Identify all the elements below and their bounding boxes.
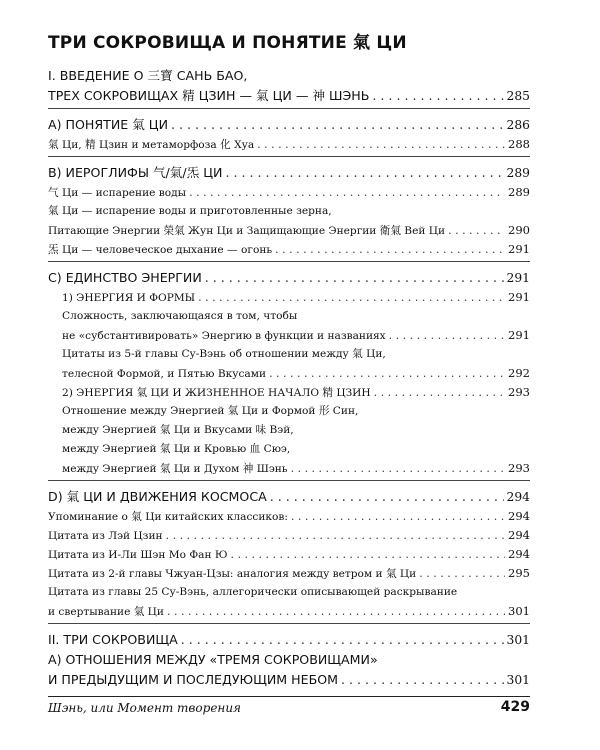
toc-entry	[48, 630, 530, 650]
toc-entry-text: 气 Ци — испарение воды	[48, 187, 187, 199]
toc-entry	[48, 650, 530, 670]
toc-entry-text: между Энергией 氣 Ци и Вкусами 味 Вэй,	[62, 424, 294, 436]
toc-entry-text: C) ЕДИНСТВО ЭНЕРГИИ	[48, 270, 202, 285]
toc-page-number: 291	[506, 271, 530, 285]
dot-leader	[205, 268, 504, 288]
toc-entry	[48, 221, 530, 240]
toc-entry-text: И ПРЕДЫДУЩИМ И ПОСЛЕДУЮЩИМ НЕБОМ	[48, 672, 339, 687]
toc-entry	[48, 402, 530, 421]
toc-entry-text: Цитата из 2-й главы Чжуан-Цзы: аналогия между ветром и 氣 Ци	[48, 568, 417, 580]
toc-entry	[48, 440, 530, 459]
toc-entry	[48, 507, 530, 526]
dot-leader	[372, 86, 503, 106]
toc-entry	[48, 421, 530, 440]
toc-entry	[48, 326, 530, 345]
dot-leader	[198, 289, 505, 307]
toc-entry-text: 2) ЭНЕРГИЯ 氣 ЦИ И ЖИЗНЕННОЕ НАЧАЛО 精 ЦЗИН	[62, 387, 371, 399]
toc-page-number: 293	[508, 461, 530, 475]
toc-entry-text: B) ИЕРОГЛИФЫ 气/氣/炁 ЦИ	[48, 165, 223, 180]
toc-entry-text: D) 氣 ЦИ И ДВИЖЕНИЯ КОСМОСА	[48, 489, 267, 504]
table-of-contents	[48, 66, 530, 690]
footer-rule	[48, 696, 530, 697]
dot-leader	[189, 184, 505, 202]
toc-entry-text: между Энергией 氣 Ци и Духом 神 Шэнь	[62, 463, 288, 475]
toc-page-number: 289	[508, 185, 530, 199]
toc-page-number: 288	[508, 137, 530, 151]
dot-leader	[419, 565, 505, 583]
toc-page-number: 292	[508, 366, 530, 380]
dot-leader	[448, 222, 505, 240]
toc-entry-text: телесной Формой, и Пятью Вкусами	[62, 368, 267, 380]
toc-page-number: 286	[506, 118, 530, 132]
dot-leader	[291, 508, 505, 526]
chapter-title: ТРИ СОКРОВИЩА И ПОНЯТИЕ 氣 ЦИ	[48, 33, 407, 53]
dot-leader	[291, 460, 505, 478]
dot-leader	[167, 603, 505, 621]
dot-leader	[166, 527, 505, 545]
dot-leader	[275, 241, 505, 259]
toc-entry-text: Сложность, заключающаяся в том, чтобы	[62, 310, 298, 322]
dot-leader	[257, 136, 505, 154]
toc-page-number: 285	[506, 89, 530, 103]
toc-entry	[48, 86, 530, 106]
running-footer: Шэнь, или Момент творения	[48, 701, 242, 715]
toc-entry	[48, 163, 530, 183]
toc-entry-text: Упоминание о 氣 Ци китайских классиков:	[48, 511, 288, 523]
toc-entry-text: II. ТРИ СОКРОВИЩА	[48, 632, 178, 647]
toc-page-number: 301	[506, 673, 530, 687]
toc-entry-text: 氣 Ци, 精 Цзин и метаморфоза 化 Хуа	[48, 139, 255, 151]
toc-entry	[48, 602, 530, 621]
toc-entry-text: Цитата из главы 25 Су-Вэнь, аллегорически описывающей раскрывание	[48, 586, 458, 598]
toc-entry	[48, 583, 530, 602]
toc-entry	[48, 383, 530, 402]
toc-entry-text: Отношение между Энергией 氣 Ци и Формой 形 Син,	[62, 405, 359, 417]
toc-entry-text: Питающие Энергии 榮氣 Жун Ци и Защищающие Энергии 衛氣 Вей Ци	[48, 225, 446, 237]
toc-entry	[48, 564, 530, 583]
toc-entry	[48, 268, 530, 288]
dot-leader	[269, 365, 505, 383]
toc-entry-text: A) ПОНЯТИЕ 氣 ЦИ	[48, 117, 169, 132]
toc-entry-text: Цитата из И-Ли Шэн Мо Фан Ю	[48, 549, 228, 561]
dot-leader	[270, 487, 504, 507]
toc-entry	[48, 364, 530, 383]
dot-leader	[341, 670, 503, 690]
toc-entry-text: A) ОТНОШЕНИЯ МЕЖДУ «ТРЕМЯ СОКРОВИЩАМИ»	[48, 652, 378, 667]
dot-leader	[225, 163, 503, 183]
dot-leader	[171, 115, 504, 135]
dot-leader	[181, 630, 504, 650]
toc-page-number: 294	[508, 547, 530, 561]
toc-page-number: 293	[508, 385, 530, 399]
toc-page-number: 294	[506, 490, 530, 504]
toc-page-number: 294	[508, 509, 530, 523]
page-number: 429	[500, 699, 530, 715]
toc-page-number: 294	[508, 528, 530, 542]
toc-entry	[48, 240, 530, 259]
toc-entry-text: Цитаты из 5-й главы Су-Вэнь об отношении между 氣 Ци,	[62, 348, 386, 360]
toc-entry-text: 炁 Ци — человеческое дыхание — огонь	[48, 244, 273, 256]
toc-page-number: 290	[508, 223, 530, 237]
toc-entry-text: ТРЕХ СОКРОВИЩАХ 精 ЦЗИН — 氣 ЦИ — 神 ШЭНЬ	[48, 88, 370, 103]
toc-page-number: 291	[508, 242, 530, 256]
dot-leader	[374, 384, 505, 402]
toc-entry	[48, 135, 530, 154]
toc-page-number: 295	[508, 566, 530, 580]
toc-entry	[48, 670, 530, 690]
toc-entry-text: между Энергией 氣 Ци и Кровью 血 Сюэ,	[62, 443, 291, 455]
toc-entry-text: 氣 Ци — испарение воды и приготовленные зерна,	[48, 205, 332, 217]
dot-leader	[231, 546, 505, 564]
toc-entry	[48, 183, 530, 202]
toc-entry	[48, 66, 530, 86]
toc-entry	[48, 202, 530, 221]
toc-entry-text: Цитата из Лэй Цзин	[48, 530, 163, 542]
toc-entry	[48, 288, 530, 307]
toc-entry	[48, 345, 530, 364]
toc-entry	[48, 545, 530, 564]
toc-entry	[48, 459, 530, 478]
toc-entry-text: не «субстантивировать» Энергию в функции и названиях	[62, 330, 386, 342]
toc-entry-text: I. ВВЕДЕНИЕ О 三寶 САНЬ БАО,	[48, 68, 248, 83]
toc-entry	[48, 307, 530, 326]
toc-entry	[48, 487, 530, 507]
toc-page-number: 301	[508, 604, 530, 618]
toc-entry	[48, 115, 530, 135]
toc-entry-text: и свертывание 氣 Ци	[48, 606, 164, 618]
toc-entry-text: 1) ЭНЕРГИЯ И ФОРМЫ	[62, 292, 196, 304]
toc-page-number: 289	[506, 166, 530, 180]
toc-page-number: 301	[506, 633, 530, 647]
toc-entry	[48, 526, 530, 545]
dot-leader	[389, 327, 505, 345]
toc-page-number: 291	[508, 328, 530, 342]
toc-page-number: 291	[508, 290, 530, 304]
